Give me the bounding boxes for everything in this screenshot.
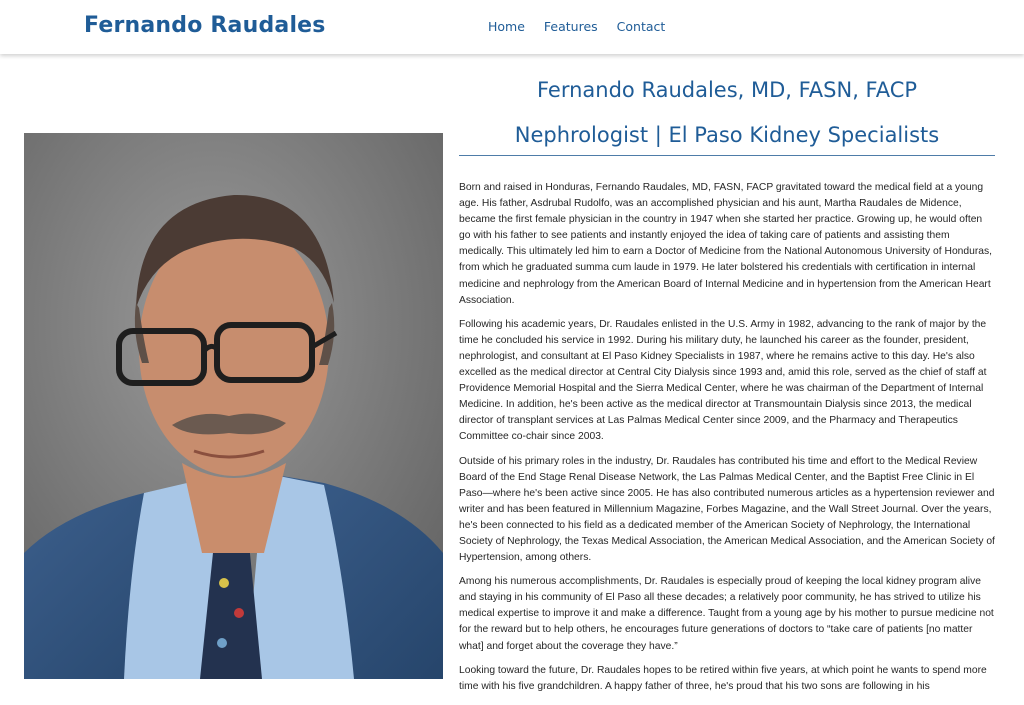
nav-home-link[interactable]: Home [488,19,525,34]
main-nav [488,19,665,34]
bio-paragraph: Outside of his primary roles in the industry, Dr. Raudales has contributed his time and effort to the Medical Review Board of the End Stage Renal Disease Network, the Las Palmas Medical Center, and the Baptist Free Clinic in El Paso—where he's been active since 2005. He has also contributed numerous articles as a hypertension reviewer and writer and has been featured in Millennium Magazine, Forbes Magazine, and the Wall Street Journal. Over the years, he's been connected to his field as a dedicated member of the American Society of Nephrology, the International Society of Nephrology, the Texas Medical Association, the American Medical Association, and the American Society of Hypertension, among others. [459,455,995,564]
nav-features-link[interactable]: Features [543,19,598,34]
bio-paragraph: Born and raised in Honduras, Fernando Raudales, MD, FASN, FACP gravitated toward the medical field at a young age. His father, Asdrubal Rudolfo, was an accomplished physician and his aunt, Martha Raudales de Midence, became the first female physician in the country in 1947 when she started her practice. Growing up, he would often go with his father to see patients and instantly enjoyed the idea of taking care of patients and assisting them medically. This ultimately led him to earn a Doctor of Medicine from the National Autonomous University of Honduras, from which he graduated summa cum laude in 1979. He later bolstered his credentials with certification in internal medicine and nephrology from the American Board of Internal Medicine and in hypertension from the American Heart Association. [459,182,993,306]
bio-text [459,180,995,695]
portrait-image [24,133,443,679]
nav-contact-link[interactable]: Contact [616,19,666,34]
heading-divider [459,155,995,156]
bio-paragraph: Among his numerous accomplishments, Dr. Raudales is especially proud of keeping the local kidney program alive and staying in his community of El Paso all these decades; a relatively poor community, he has strived to utilize his medical expertise to improve it and make a difference. Taught from a young age by his mother to pursue medicine not for the reward but to help others, he encourages future generations of doctors to “take care of patients [no matter what] and forget about the coverage they have.” [459,576,994,652]
portrait-illustration [24,133,443,679]
role-heading: Nephrologist | El Paso Kidney Specialists [514,123,940,147]
name-heading: Fernando Raudales, MD, FASN, FACP [536,78,918,102]
site-title-link[interactable]: Fernando Raudales [84,13,326,38]
bio-section [459,70,995,703]
site-header [0,0,1024,54]
bio-paragraph: Following his academic years, Dr. Raudales enlisted in the U.S. Army in 1982, advancing to the rank of major by the time he concluded his service in 1992. During his military duty, he launched his career as the founder, president, nephrologist, and consultant at El Paso Kidney Specialists in 1987, where he remains active to this day. He's also excelled as the medical director at Central City Dialysis since 1993 and, amid this role, served as the chief of staff at Providence Memorial Hospital and the Sierra Medical Center, where he was chairman of the Department of Internal Medicine. In addition, he's been active as the medical director at Transmountain Dialysis since 2013, the medical director of transplant services at Las Palmas Medical Center since 2009, and the Pharmacy and Therapeutics Committee co-chair since 2003. [459,318,987,443]
bio-paragraph: Looking toward the future, Dr. Raudales hopes to be retired within five years, at which point he wants to spend more time with his five grandchildren. A happy father of three, he's proud that his two sons are following in his [459,664,987,692]
